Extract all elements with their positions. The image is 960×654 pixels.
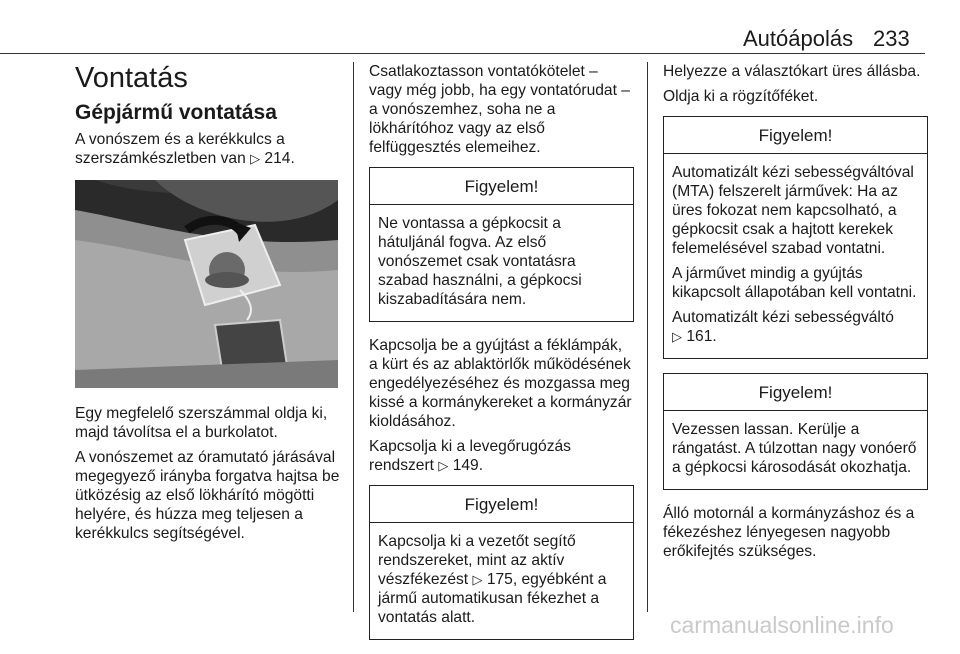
warning-title: Figyelem! — [370, 486, 633, 523]
page-reference[interactable]: 161. — [686, 328, 717, 345]
warning-box — [369, 167, 634, 322]
warning-text: Kapcsolja ki a vezetőt segítő rendszereket, mint az aktív vészfékezést ▷ 175, egyébként a jármű automatikusan fékezhet a vontatás alatt. — [378, 533, 607, 626]
column-1 — [75, 62, 345, 549]
watermark: carmanualsonline.info — [670, 612, 894, 638]
paragraph: Oldja ki a rögzítőféket. — [663, 88, 819, 105]
chapter-heading: Vontatás — [75, 62, 188, 94]
paragraph: Álló motornál a kormányzáshoz és a fékezéshez lényegesen nagyobb erőkifejtés szükséges. — [663, 505, 915, 560]
page-reference[interactable]: 175, egyébként a jármű automatikusan fékezhet a vontatás alatt. — [378, 571, 607, 626]
warning-text: Automatizált kézi sebességváltó ▷ 161. — [672, 309, 894, 345]
header-rule — [0, 53, 925, 54]
xref-triangle-icon: ▷ — [438, 458, 449, 473]
warning-box — [663, 373, 928, 490]
column-divider — [647, 62, 648, 612]
paragraph: Egy megfelelő szerszámmal oldja ki, majd távolítsa el a burkolatot. — [75, 405, 328, 441]
warning-text: Ne vontassa a gépkocsit a hátuljánál fogva. Az első vonószemet csak vontatásra szabad használni, a gépkocsi kiszabadítására nem. — [378, 215, 582, 308]
warning-box — [663, 116, 928, 359]
warning-text: Automatizált kézi sebességváltóval (MTA) felszerelt járművek: Ha az üres fokozat nem kapcsolható, a gépkocsit csak a hajtott kerekek felemelésével szabad vontatni. — [672, 164, 914, 257]
column-3 — [663, 62, 928, 567]
warning-text: Vezessen lassan. Kerülje a rángatást. A túlzottan nagy vonóerő a gépkocsi károsodását okozhatja. — [672, 421, 917, 476]
column-divider — [353, 62, 354, 612]
page-reference[interactable]: 149. — [452, 457, 484, 474]
section-title: Autóápolás — [743, 26, 854, 51]
warning-title: Figyelem! — [370, 168, 633, 205]
paragraph: A vonószemet az óramutató járásával megegyező irányba forgatva hajtsa be ütközésig az első lökhárító mögötti helyére, és húzza meg teljesen a kerékkulcs segítségével. — [75, 449, 340, 542]
column-2 — [369, 62, 634, 654]
paragraph: Csatlakoztasson vontatókötelet – vagy még jobb, ha egy vontatórudat – a vonószemhez, soha ne a lökhárítóhoz vagy az első felfüggesztés elemeihez. — [369, 63, 630, 156]
warning-title: Figyelem! — [664, 117, 927, 154]
section-heading: Gépjármű vontatása — [75, 101, 277, 124]
page-header — [0, 26, 960, 54]
paragraph: Kapcsolja be a gyújtást a féklámpák, a kürt és az ablaktörlők működésének engedélyezéséhez és mozgassa meg kissé a kormánykereket a kormányzár kioldásához. — [369, 337, 632, 430]
warning-title: Figyelem! — [664, 374, 927, 411]
paragraph: A vonószem és a kerékkulcs a szerszámkészletben van ▷ 214. — [75, 131, 295, 167]
page-reference[interactable]: 214. — [264, 150, 295, 167]
towing-eye-illustration — [75, 180, 338, 388]
xref-triangle-icon: ▷ — [472, 572, 483, 587]
warning-text: A járművet mindig a gyújtás kikapcsolt állapotában kell vontatni. — [672, 265, 917, 301]
xref-triangle-icon: ▷ — [672, 329, 682, 344]
xref-triangle-icon: ▷ — [250, 151, 261, 166]
page-number: 233 — [873, 26, 910, 51]
paragraph: Helyezze a választókart üres állásba. — [663, 63, 921, 80]
paragraph: Kapcsolja ki a levegőrugózás rendszert ▷ 149. — [369, 438, 571, 474]
warning-box — [369, 485, 634, 640]
